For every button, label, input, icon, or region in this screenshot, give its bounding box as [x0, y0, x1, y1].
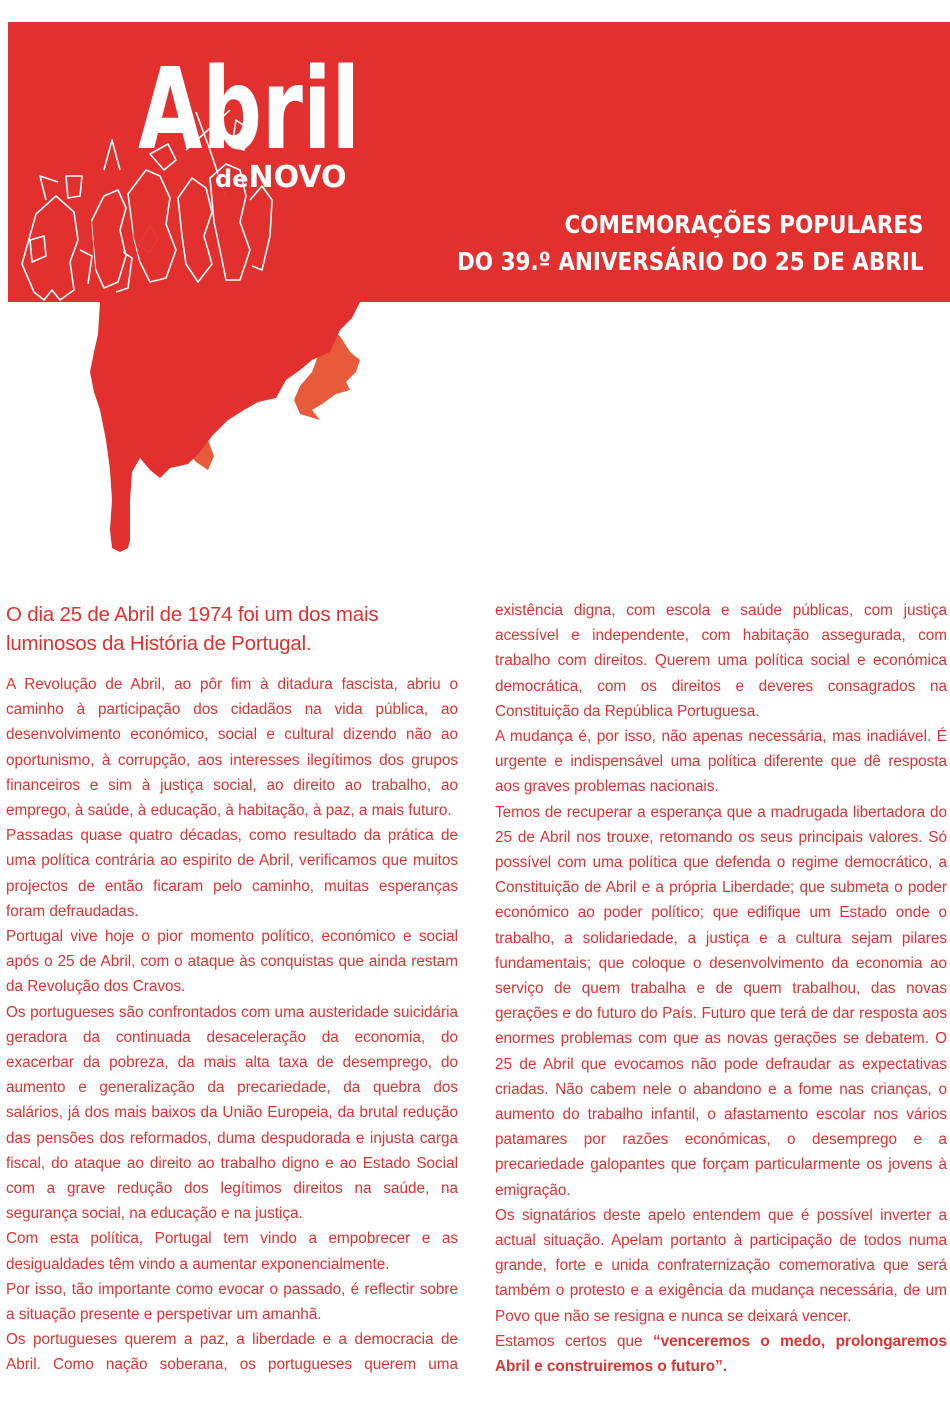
article-paragraph: Temos de recuperar a esperança que a madrugada libertadora do 25 de Abril nos trouxe, retomando os seus principais valores. Só possível com uma política que defenda o regime democrático, a Constituição de Abril e a própria Liberdade; que submeta o poder económico ao poder político; que edifique um Estado onde o trabalho, a solidariedade, a justiça e a cultura sejam pilares fundamentais; que coloque o desenvolvimento da economia ao serviço de quem trabalha e de quem trabalhou, das novas gerações e do futuro do País. Futuro que terá de dar resposta aos enormes problemas com que as novas gerações se debatem. O 25 de Abril que evocamos não pode defraudar as expectativas criadas. Não cabem nele o abandono e a fome nas crianças, o aumento do trabalho infantil, o afastamento escolar nos vários patamares por razões económicas, o desemprego e a precariedade galopantes que forçam particularmente os jovens à emigração.: [495, 803, 947, 1199]
article-paragraph: Portugal vive hoje o pior momento político, económico e social após o 25 de Abril, com o ataque às conquistas que ainda restam da Revolução dos Cravos.: [6, 928, 458, 996]
article-column-left: [6, 600, 458, 1378]
logo-subtitle-prefix: de: [215, 165, 249, 193]
logo-subtitle: [215, 160, 346, 197]
logo-subtitle-main: NOVO: [248, 160, 347, 195]
article-paragraph: Passadas quase quatro décadas, como resultado da prática de uma política contrária ao espirito de Abril, verificamos que muitos projectos de então ficaram pelo caminho, muitas esperanças foram defraudadas.: [6, 827, 458, 920]
article-paragraph: A Revolução de Abril, ao pôr fim à ditadura fascista, abriu o caminho à participação dos cidadãos na vida pública, ao desenvolvimento económico, social e cultural dizendo não ao oportunismo, à corrupção, aos interesses ilegítimos dos grupos financeiros e sim à justiça social, ao direito ao trabalho, ao emprego, à saúde, à educação, à habitação, à paz, a mais futuro.: [6, 676, 458, 820]
closing-quote: “venceremos o medo, prolongaremos Abril e construiremos o futuro”.: [495, 1332, 948, 1376]
article-paragraph: Os portugueses são confrontados com uma austeridade suicidária geradora da continuada desaceleração da economia, do exacerbar da pobreza, da mais alta taxa de desemprego, do aumento e generalização da precariedade, da quebra dos salários, já dos mais baixos da União Europeia, da brutal redução das pensões dos reformados, duma despudorada e injusta carga fiscal, do ataque ao direito ao trabalho digno e ao Estado Social com a grave redução dos legítimos direitos na saúde, na segurança social, na educação e na justiça.: [6, 1003, 458, 1223]
article-paragraph: Com esta política, Portugal tem vindo a empobrecer e as desigualdades têm vindo a aumentar exponencialmente.: [6, 1230, 458, 1273]
headline-line-2: DO 39.º ANIVERSÁRIO DO 25 DE ABRIL: [457, 247, 924, 276]
article-intro: O dia 25 de Abril de 1974 foi um dos mais luminosos da História de Portugal.: [6, 603, 379, 655]
logo-title-graphic: [138, 46, 360, 156]
article-paragraph: Os portugueses querem a paz, a liberdade e a democracia de Abril. Como nação soberana, os portugueses querem uma: [6, 1331, 458, 1374]
closing-lead: Estamos certos que: [495, 1332, 654, 1350]
event-headline: [457, 206, 924, 280]
article-paragraph: Por isso, tão importante como evocar o passado, é reflectir sobre a situação presente e perspetivar um amanhã.: [6, 1280, 458, 1324]
article-paragraph: A mudança é, por isso, não apenas necessária, mas inadiável. É urgente e indispensável uma política diferente que dê resposta aos graves problemas nacionais.: [495, 728, 947, 796]
article-paragraph-continued: existência digna, com escola e saúde públicas, com justiça acessível e independente, com habitação assegurada, com trabalho com direitos. Querem uma política social e económica democrática, com os direitos e deveres consagrados na Constituição da República Portuguesa.: [495, 602, 947, 720]
article-paragraph: Os signatários deste apelo entendem que é possível inverter a actual situação. Apelam portanto à participação de todos numa grande, forte e unida confraternização comemorativa que será também o protesto e a exigência da mudança necessária, de um Povo que não se resigna e nunca se deixará vencer.: [495, 1206, 947, 1325]
red-drip-shape: [90, 302, 360, 552]
headline-line-1: COMEMORAÇÕES POPULARES: [564, 210, 924, 239]
article-column-right: [495, 598, 947, 1379]
logo-title-text: Abril: [138, 46, 360, 156]
article-closing: [495, 1329, 947, 1379]
